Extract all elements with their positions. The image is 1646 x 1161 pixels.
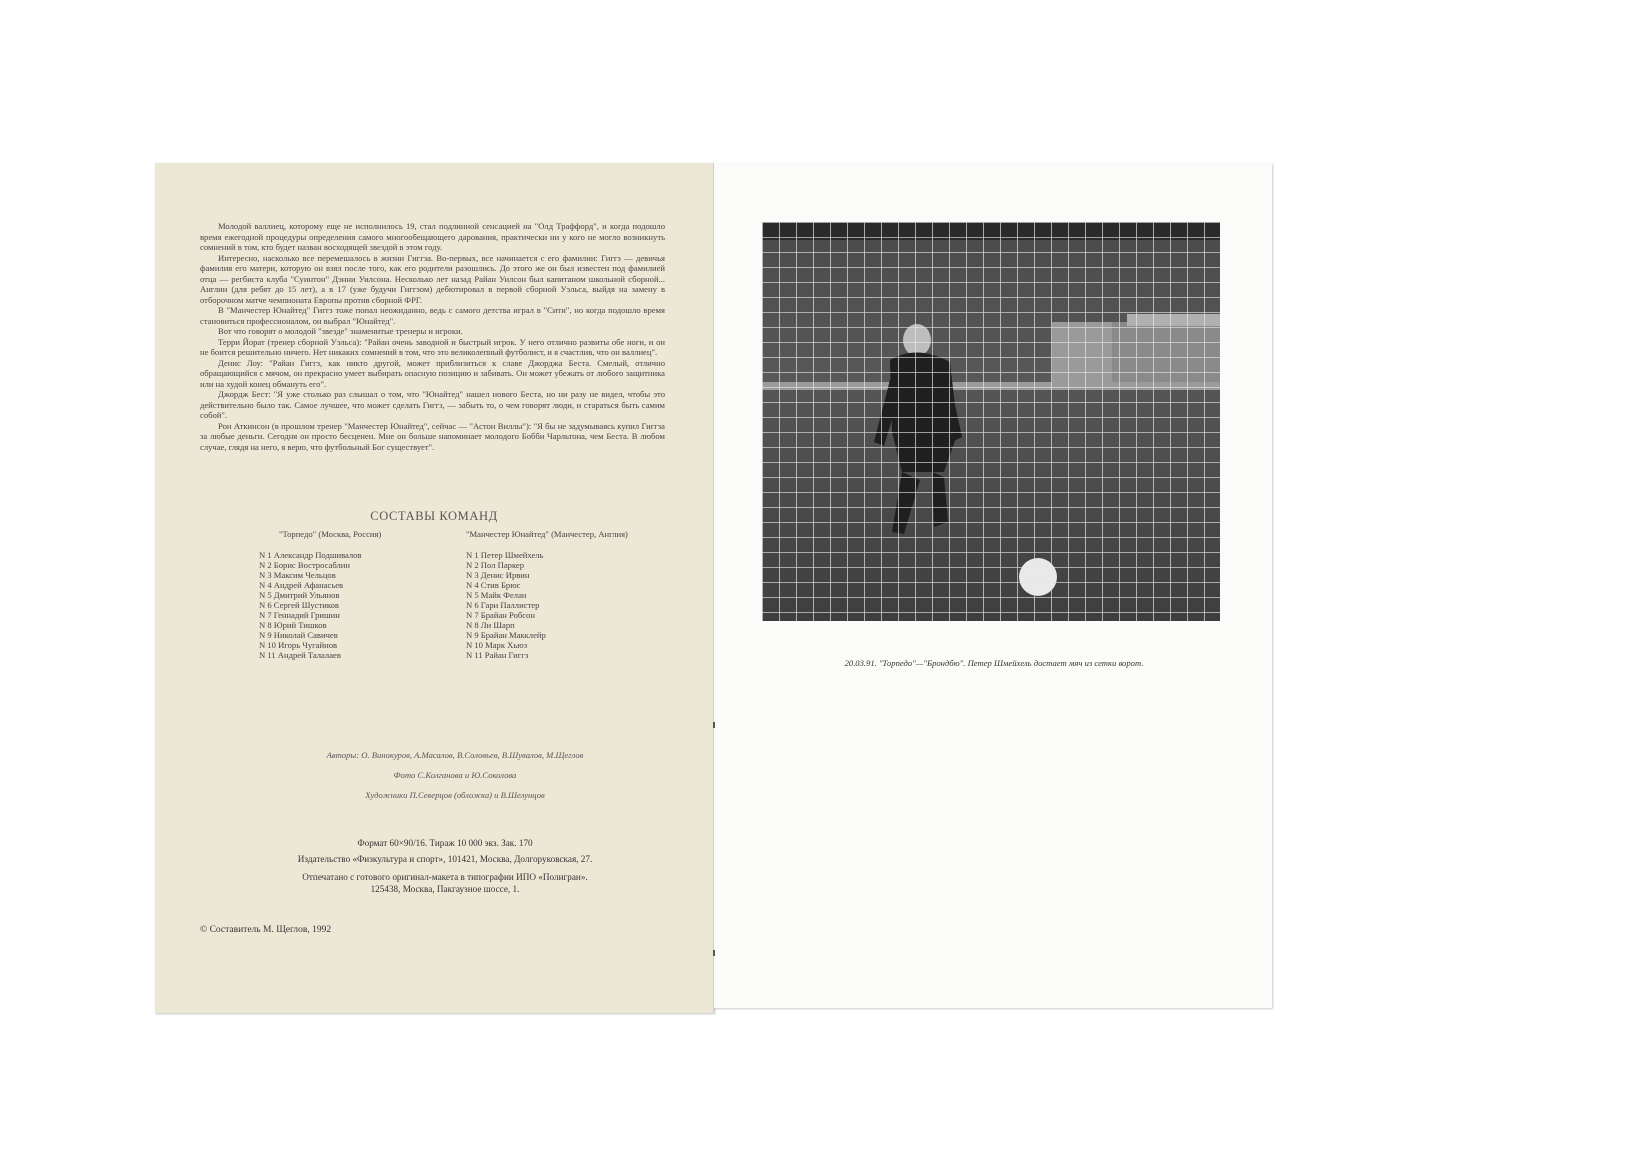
article-paragraph: Интересно, насколько все перемешалось в жизни Гиггза. Во-первых, все начинается с его фамилии: Гиггз — девичья фамилия его матери, которую он взял после того, как его родители разошлись. До этого же он был известен под фамилией отца — регбиста клуба "Суинтон" Дэнни Уилсона. Несколько лет назад Райан Уилсон был капитаном школьной сборной... Англии (для ребят до 15 лет), а в 17 (уже будучи Гиггзом) дебютировал в первой сборной Уэльса, выйдя на замену в отборочном матче чемпионата Европы против сборной ФРГ. (200, 252, 665, 305)
right-page (714, 163, 1272, 1008)
player-row: N 6 Сергей Шустиков (259, 600, 339, 610)
team-name: "Торпедо" (Москва, Россия) (279, 529, 382, 539)
player-row: N 2 Борис Востросаблин (259, 560, 350, 570)
player-row: N 6 Гари Паллистер (466, 600, 540, 610)
article-paragraph: Рон Аткинсон (в прошлом тренер "Манчестер Юнайтед", сейчас — "Астон Виллы"): "Я бы не задумываясь купил Гиггза за любые деньги. Сегодня он просто бесценен. Мне он больше напоминает молодого Бобби Чарльтона, чем Беста. В любом случае, глядя на него, я верю, что футбольный Бог существует". (200, 420, 665, 452)
player-row: N 4 Андрей Афанасьев (259, 580, 344, 590)
lineups-heading: СОСТАВЫ КОМАНД (370, 509, 498, 523)
photo-credit: Фото С.Колганова и Ю.Соколова (393, 770, 517, 780)
team-torpedo-lineup (259, 529, 449, 660)
player-row: N 8 Ли Шарп (466, 620, 515, 630)
article-paragraph: Терри Йорат (тренер сборной Уэльса): "Райан очень заводной и быстрый игрок. У него отлично развиты обе ноги, и он не боится решительно ничего. Нет никаких сомнений в том, что это великолепный футболист, и я счастлив, что он валлиец". (200, 336, 665, 357)
team-manutd-lineup (466, 529, 666, 660)
player-row: N 5 Майк Фелан (466, 590, 527, 600)
staple-mark (713, 722, 715, 728)
player-row: N 10 Марк Хьюз (466, 640, 528, 650)
copyright-line: © Составитель М. Щеглов, 1992 (200, 925, 332, 935)
article-paragraph: Молодой валлиец, которому еще не исполнилось 19, стал подлинной сенсацией на "Олд Траффорд", и когда подошло время ежегодной процедуры определения самого многообещающего дарования, практически ни у кого не могло возникнуть сомнений в том, кто будет назван восходящей звездой в этом году. (200, 221, 665, 252)
photo-caption: 20.03.91. "Торпедо"—"Брондбю". Петер Шмейхель достает мяч из сетки ворот. (844, 658, 1144, 668)
article-paragraph: Вот что говорят о молодой "звезде" знаменитые тренеры и игроки. (218, 326, 463, 336)
goalkeeper-photo (762, 222, 1220, 621)
player-row: N 7 Брайан Робсон (466, 610, 535, 620)
goalkeeper-photo-image (762, 222, 1220, 621)
imprint-block (195, 838, 695, 900)
player-row: N 11 Андрей Талалаев (259, 650, 341, 660)
printer-line: Отпечатано с готового оригинал-макета в типографии ИПО «Полигран». (302, 872, 588, 882)
authors-credit: Авторы: О. Винокуров, А.Масалов, В.Соловьев, В.Шувалов, М.Щеглов (326, 750, 584, 760)
article-paragraph: Джордж Бест: "Я уже столько раз слышал о том, что "Юнайтед" нашел нового Беста, но ни разу не видел, чтобы это действительно было так. Самое лучшее, что может сделать Гиггз, — забыть то, о чем говорят люди, и стараться быть самим собой". (200, 389, 665, 420)
article-paragraph: Денис Лоу: "Райан Гиггз, как никто другой, может приблизиться к славе Джорджа Беста. Смелый, отлично обращающийся с мячом, он прекрасно умеет выбирать опасную позицию и забивать. Он может убежать от любого защитника или на худой конец обмануть его". (200, 357, 665, 389)
player-row: N 2 Пол Паркер (466, 560, 525, 570)
player-row: N 1 Петер Шмейхель (466, 550, 544, 560)
team-name: "Манчестер Юнайтед" (Манчестер, Англия) (466, 529, 628, 539)
player-row: N 3 Максим Чельцов (259, 570, 336, 580)
player-row: N 3 Денис Ирвин (466, 570, 530, 580)
player-row: N 4 Стив Брюс (466, 580, 521, 590)
format-line: Формат 60×90/16. Тираж 10 000 экз. Зак. 170 (357, 838, 533, 848)
artists-credit: Художники П.Северцов (обложка) и В.Шелунцов (365, 790, 545, 800)
left-page (155, 163, 714, 1013)
player-row: N 11 Райан Гиггз (466, 650, 529, 660)
player-row: N 9 Брайан Макклейр (466, 630, 546, 640)
player-row: N 1 Александр Подшивалов (259, 550, 362, 560)
credits-block (215, 750, 695, 810)
player-row: N 10 Игорь Чугайнов (259, 640, 338, 650)
article-text (200, 221, 665, 452)
player-row: N 5 Дмитрий Ульянов (259, 590, 340, 600)
publisher-line: Издательство «Физкультура и спорт», 101421, Москва, Долгоруковская, 27. (297, 854, 593, 864)
staple-mark (713, 950, 715, 956)
printer-address-line: 125438, Москва, Пакгаузное шоссе, 1. (370, 884, 520, 894)
player-row: N 7 Геннадий Гришин (259, 610, 340, 620)
player-row: N 8 Юрий Тишков (259, 620, 327, 630)
player-row: N 9 Николай Савичев (259, 630, 338, 640)
article-paragraph: В "Манчестер Юнайтед" Гиггз тоже попал неожиданно, ведь с самого детства играл в "Сити", но когда подошло время становиться профессионалом, он выбрал "Юнайтед". (200, 305, 665, 326)
